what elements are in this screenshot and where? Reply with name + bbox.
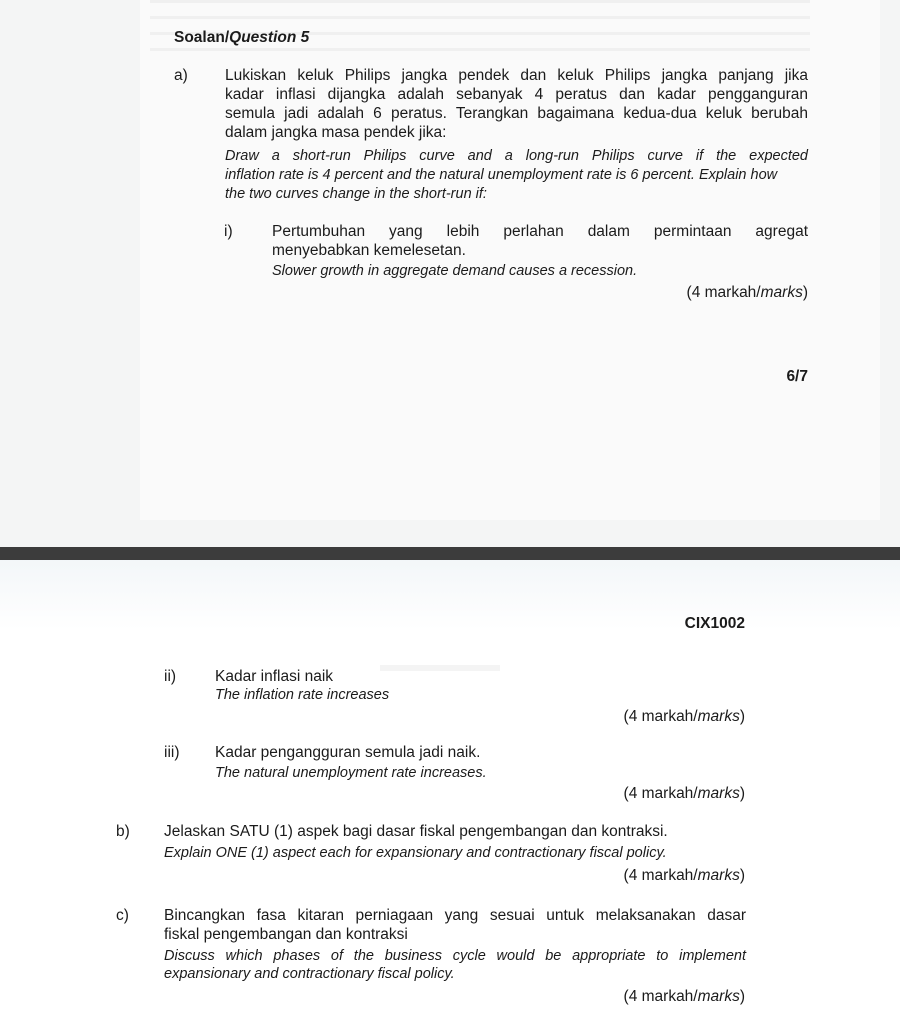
part-c-ms-line-1: Bincangkan fasa kitaran perniagaan yang sesuai untuk melaksanakan dasar: [164, 907, 746, 924]
part-a-en-line-1: Draw a short-run Philips curve and a long-run Philips curve if the expected: [225, 148, 808, 164]
part-b-marks: (4 markah/marks): [623, 867, 745, 884]
part-c-en-line-2: expansionary and contractionary fiscal policy.: [164, 966, 455, 982]
exam-page-bottom: [0, 560, 900, 1024]
item-i-en: Slower growth in aggregate demand causes a recession.: [272, 263, 638, 279]
page-tint: [0, 560, 900, 630]
item-iii-ms: Kadar pengangguran semula jadi naik.: [215, 744, 481, 761]
question-heading: [174, 28, 309, 47]
bleed-mark: [380, 665, 500, 671]
part-a-en-line-2: inflation rate is 4 percent and the natural unemployment rate is 6 percent. Explain how: [225, 167, 778, 183]
part-a-ms-line-2: kadar inflasi dijangka adalah sebanyak 4 peratus dan kadar pengganguran: [225, 86, 808, 103]
part-c-ms-line-2: fiskal pengembangan dan kontraksi: [164, 926, 408, 943]
part-b-marker: b): [116, 823, 130, 840]
part-c-marks: (4 markah/marks): [623, 988, 745, 1005]
item-ii-marks: (4 markah/marks): [623, 708, 745, 725]
item-i-marker: i): [224, 223, 233, 240]
part-a-marker: a): [174, 67, 188, 84]
item-iii-marks: (4 markah/marks): [623, 785, 745, 802]
part-c-marker: c): [116, 907, 129, 924]
item-ii-marker: ii): [164, 668, 177, 685]
page-number: 6/7: [786, 368, 808, 385]
part-c-en-line-1: Discuss which phases of the business cycle would be appropriate to implement: [164, 948, 746, 964]
item-iii-marker: iii): [164, 744, 180, 761]
course-code: CIX1002: [684, 615, 745, 632]
item-iii-en: The natural unemployment rate increases.: [215, 765, 487, 781]
part-a-ms-line-3: semula jadi adalah 6 peratus. Terangkan bagaimana kedua-dua keluk berubah: [225, 105, 808, 122]
question-label-en: Question 5: [229, 29, 310, 46]
item-i-ms-line-1: Pertumbuhan yang lebih perlahan dalam permintaan agregat: [272, 223, 808, 240]
item-ii-en: The inflation rate increases: [215, 687, 390, 703]
part-b-en: Explain ONE (1) aspect each for expansionary and contractionary fiscal policy.: [164, 845, 667, 861]
part-a-en-line-3: the two curves change in the short-run if:: [225, 186, 487, 202]
part-b-ms: Jelaskan SATU (1) aspek bagi dasar fiskal pengembangan dan kontraksi.: [164, 823, 668, 840]
item-ii-ms: Kadar inflasi naik: [215, 668, 334, 685]
part-a-ms-line-4: dalam jangka masa pendek jika:: [225, 124, 447, 141]
item-i-ms-line-2: menyebabkan kemelesetan.: [272, 242, 466, 259]
question-label-ms: Soalan/: [174, 29, 230, 46]
page-divider: [0, 547, 900, 560]
item-i-marks: (4 markah/marks): [686, 284, 808, 301]
part-a-ms-line-1: Lukiskan keluk Philips jangka pendek dan keluk Philips jangka panjang jika: [225, 67, 808, 84]
